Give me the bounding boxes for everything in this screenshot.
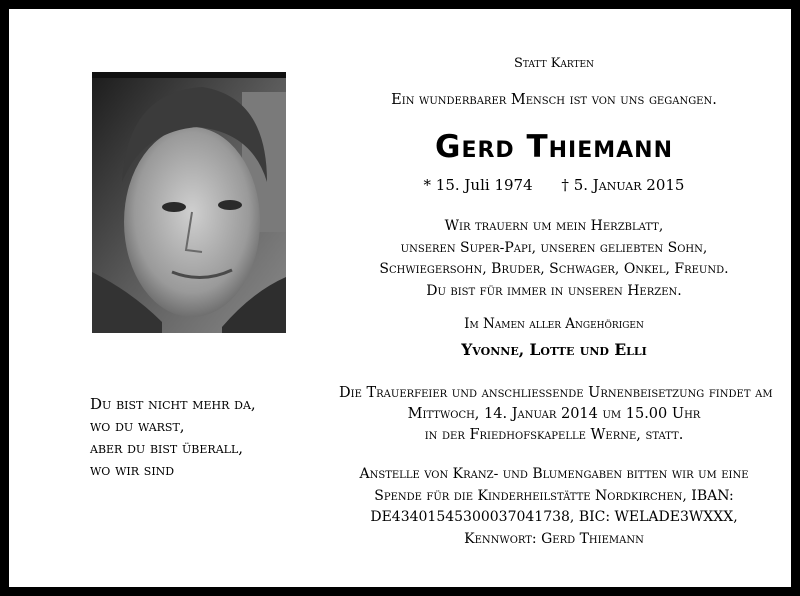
birth-date: * 15. Juli 1974 <box>423 176 533 194</box>
death-date: † 5. Januar 2015 <box>561 176 685 194</box>
names-intro: Im Namen aller Angehörigen <box>464 316 644 332</box>
family-names: Yvonne, Lotte und Elli <box>461 340 647 359</box>
ceremony-line: in der Friedhofskapelle Werne, statt. <box>424 427 684 443</box>
mourning-line: Du bist für immer in unseren Herzen. <box>426 282 682 299</box>
portrait-photo <box>92 72 286 333</box>
deceased-name: Gerd Thiemann <box>435 129 673 165</box>
ceremony-line: Die Trauerfeier und anschließende Urnenbeisetzung findet am <box>339 385 773 401</box>
ceremony-info <box>339 383 773 446</box>
donation-line: Kennwort: Gerd Thiemann <box>464 530 644 547</box>
mourning-text <box>349 216 759 302</box>
intro-line: Ein wunderbarer Mensch ist von uns gegangen. <box>391 92 717 108</box>
mourning-line: Schwiegersohn, Bruder, Schwager, Onkel, Freund. <box>379 261 729 277</box>
poem-line: Du bist nicht mehr da, <box>90 395 256 413</box>
life-dates <box>349 176 759 194</box>
obituary-card <box>9 9 791 587</box>
poem-line: wo wir sind <box>90 461 175 479</box>
statt-karten-label: Statt Karten <box>513 56 594 71</box>
ceremony-line: Mittwoch, 14. Januar 2014 um 15.00 Uhr <box>407 406 701 422</box>
donation-info <box>339 464 769 550</box>
donation-line: Spende für die Kinderheilstätte Nordkirchen, IBAN: <box>374 487 734 504</box>
poem-line: aber du bist überall, <box>90 439 244 457</box>
poem <box>90 393 256 481</box>
poem-line: wo du warst, <box>90 417 185 435</box>
mourning-line: unseren Super-Papi, unseren geliebten Sohn, <box>400 239 708 256</box>
mourning-line: Wir trauern um mein Herzblatt, <box>444 218 664 234</box>
donation-line: Anstelle von Kranz- und Blumengaben bitten wir um eine <box>359 466 749 482</box>
donation-line: DE43401545300037041738, BIC: WELADE3WXXX, <box>370 509 738 525</box>
